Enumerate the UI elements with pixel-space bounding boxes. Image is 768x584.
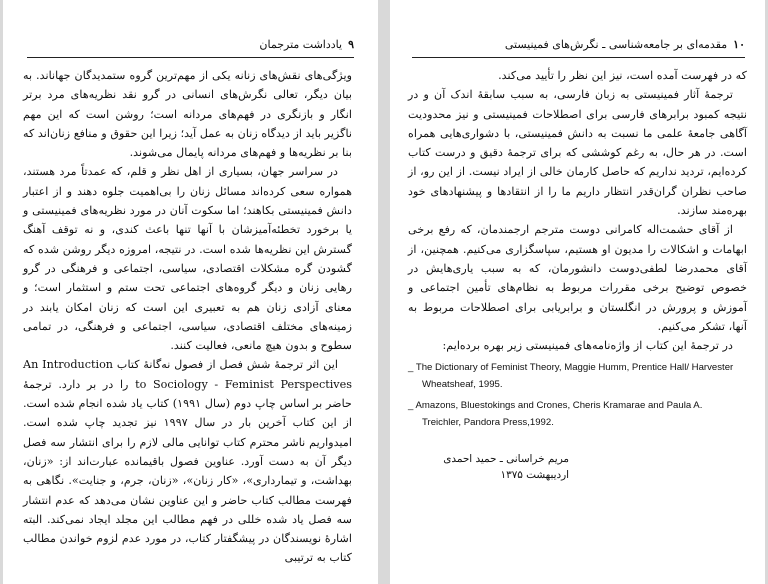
reference-line: _ Amazons, Bluestokings and Crones, Cheris Kramarae and Paula A. xyxy=(408,400,703,412)
reference-line: Treichler, Pandora Press,1992. xyxy=(422,417,554,429)
running-title: مقدمه‌ای بر جامعه‌شناسی ـ نگرش‌های فمینیستی xyxy=(504,38,728,51)
page-body xyxy=(408,66,747,483)
paragraph: از آقای حشمت‌اله کامرانی دوست مترجم ارجمندمان، که رفع برخی ابهامات و اشکالات را مدیون او هستیم، سپاسگزاری می‌کنیم. همچنین، از آقای محمدرضا لطفی‌دوست دانشورمان، که به سبب یاری‌هایش در خصوص توضیح برخی مقررات مربوط به نظام‌های تأمین اجتماعی و آموزش و پرورش در انگلستان و برابریابی برای اصطلاحات مربوط به آنها، تشکر می‌کنیم. xyxy=(408,223,747,333)
running-title: یادداشت مترجمان xyxy=(259,38,343,51)
paragraph: که در فهرست آمده است، نیز این نظر را تأیید می‌کند. xyxy=(498,69,747,82)
signature-block xyxy=(408,451,747,483)
running-header xyxy=(412,38,745,51)
right-page xyxy=(390,0,765,584)
reference-line: _ The Dictionary of Feminist Theory, Maggie Humm, Prentice Hall/ Harvester xyxy=(408,362,734,374)
reference-entry xyxy=(408,397,747,431)
reference-entry xyxy=(408,359,747,393)
header-rule xyxy=(412,57,745,58)
paragraph: این اثر ترجمهٔ شش فصل از فصول نه‌گانهٔ کتاب An Introduction to Sociology - Feminist Perspectives را در بر دارد. ترجمهٔ حاضر بر اساس چاپ دوم (سال ۱۹۹۱) کتاب یاد شده انجام شده است. از این کتاب آخرین بار در سال ۱۹۹۷ نیز تجدید چاپ شده است. امیدواریم ناشر محترم کتاب توانایی مالی لازم را برای انتشار سه فصل دیگر آن به دست آورد. عناوین فصول باقیمانده عبارت‌اند از: «زنان، بهداشت، و تیمارداری»، «کار زنان»، «زنان، جرم، و جنایت». نگاهی به فهرست مطالب کتاب حاضر و این عناوین نشان می‌دهد که عدم انتشار سه فصل یاد شده خللی در فهم مطالب این مجلد ایجاد نمی‌کند. البته اشارهٔ نویسندگان در پیشگفتار کتاب، در مورد عدم لزوم خواندن مطالب کتاب به ترتیبی xyxy=(23,358,353,565)
paragraph: ترجمهٔ آثار فمینیستی به زبان فارسی، به سبب سابقهٔ اندک آن و در نتیجه کمبود برابرهای فارسی برای اصطلاحات فمینیستی و نیز محدودیت آگاهی جامعهٔ علمی ما نسبت به دانش فمینیستی، با دشواری‌هایی همراه است. در هر حال، به رغم کوششی که برای ترجمهٔ دقیق و درست کتاب کرده‌ایم، تردید نداریم که حاصل کارمان خالی از ایراد نیست. از این رو، از صاحب نظران گران‌قدر انتظار داریم ما را از انتقادها و پیشنهادهای خود بهره‌مند سازند. xyxy=(408,88,747,218)
page-body xyxy=(23,66,352,568)
reference-line: Wheatsheaf, 1995. xyxy=(422,379,503,391)
running-header xyxy=(27,38,354,51)
left-page xyxy=(3,0,378,584)
paragraph: در سراسر جهان، بسیاری از اهل نظر و قلم، که عمدتاً مرد هستند، همواره سعی کرده‌اند مسائل زنان را بی‌اهمیت جلوه دهند و از اعتبار دانش فمینیستی بکاهند؛ اما سکوت آنان در مورد نظریه‌های فمینیستی و یا برخورد تخطئه‌آمیزشان با آنها تنها باعث کندی، و نه توقف آهنگ گسترش این نظریه‌ها شده است. در نتیجه، امروزه دیگر روشن شده که گشودن گره مشکلات اقتصادی، سیاسی، اجتماعی و فرهنگی در گرو رهایی زنان و دیگر گروه‌های اجتماعی تحت ستم و استثمار است؛ و معنای آزادی زنان هم به تعبیری این است که زنان امکان یابند در زمینه‌های مختلف اقتصادی، سیاسی، اجتماعی و فرهنگی، در تمامی سطوح و بدون هیچ مانعی، فعالیت کنند. xyxy=(23,165,352,353)
paragraph: در ترجمهٔ این کتاب از واژه‌نامه‌های فمینیستی زیر بهره برده‌ایم: xyxy=(442,339,733,353)
translator-names: مریم خراسانی ـ حمید احمدی xyxy=(443,453,569,466)
header-rule xyxy=(27,57,354,58)
page-number: ۹ xyxy=(348,38,354,51)
signature-date: اردیبهشت ۱۳۷۵ xyxy=(500,469,569,482)
paragraph: ویژگی‌های نقش‌های زنانه یکی از مهم‌ترین گروه ستمدیدگان جهاناند. به بیان دیگر، تعالی نگرش‌های انسانی در گرو نقد نظریه‌های مرد برتر انگار و بازنگری در فهم‌های مردانه است؛ روشن است که این مهم ناگزیر باید از دیدگاه زنان به عمل آید؛ زیرا این حقوق و منافع زنان‌اند که بنا بر نظریه‌ها و فهم‌های مردانه پایمال می‌شوند. xyxy=(23,69,352,160)
page-number: ۱۰ xyxy=(733,38,745,51)
